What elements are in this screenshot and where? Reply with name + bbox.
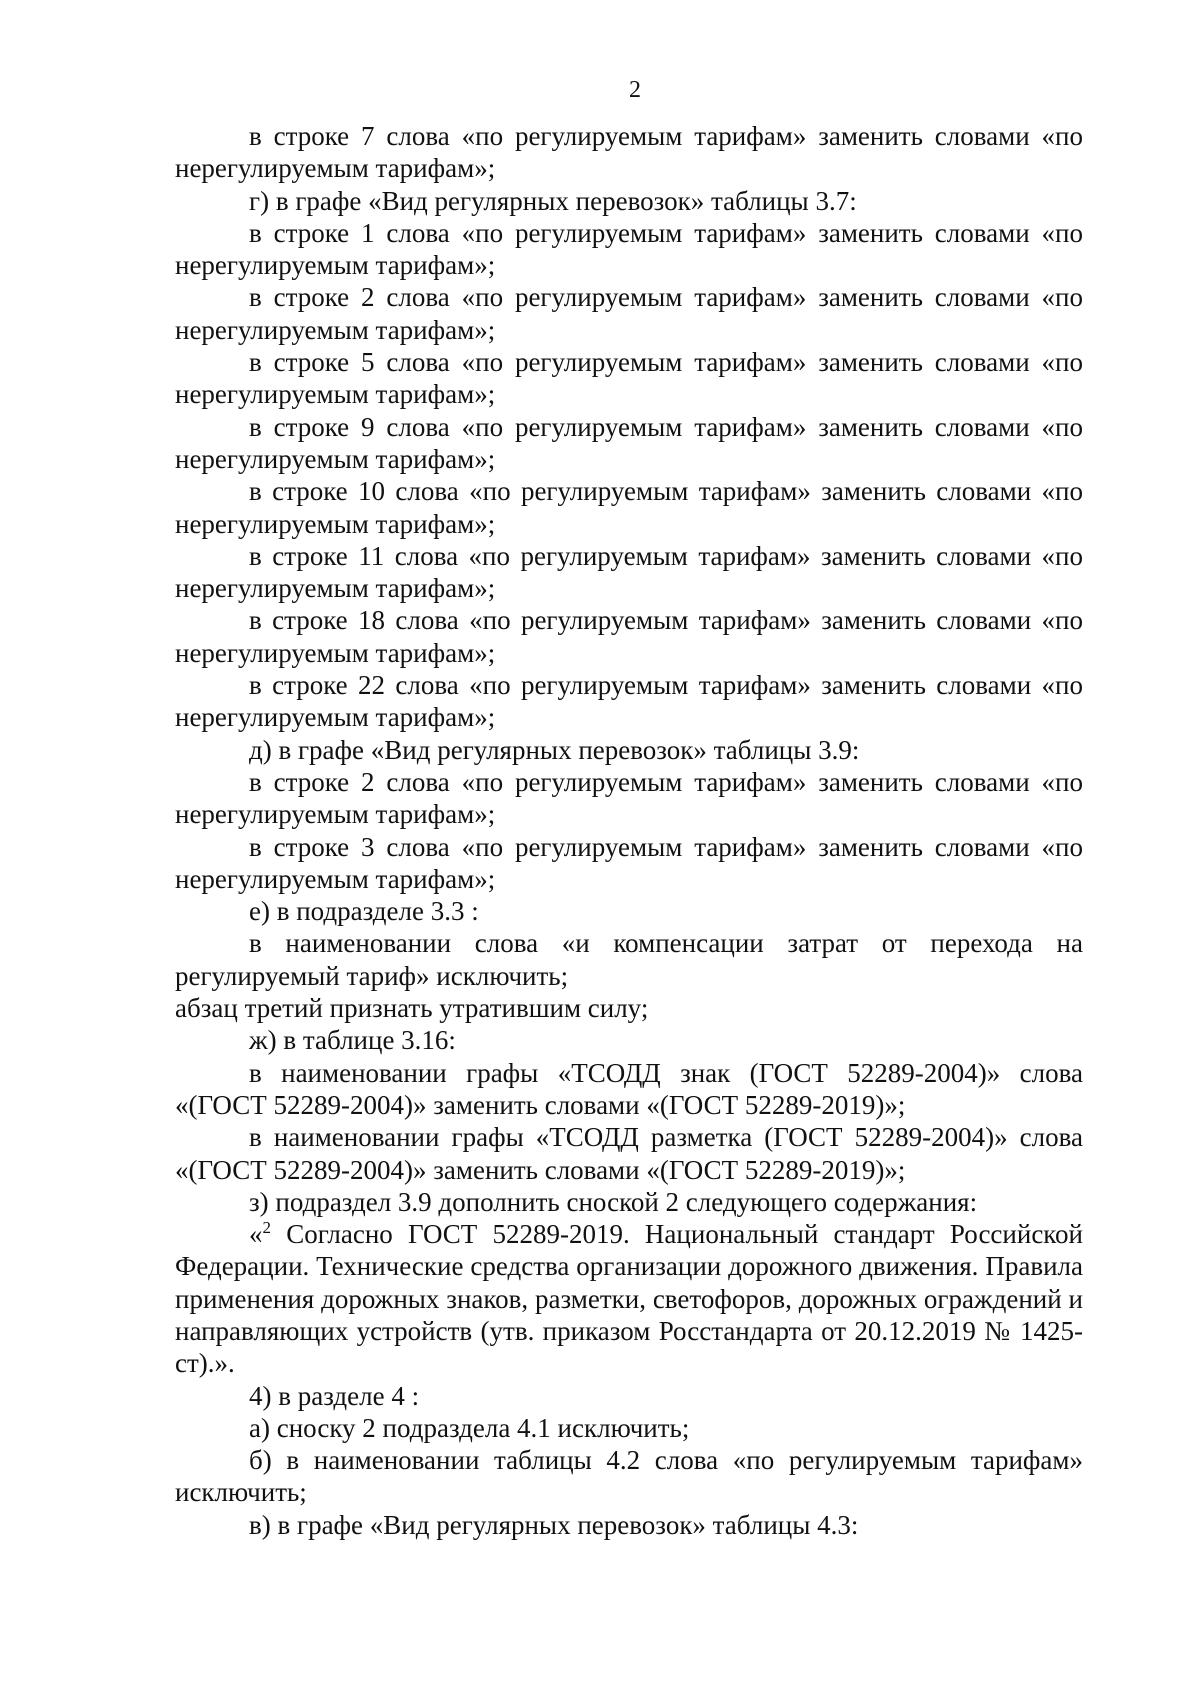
paragraph: е) в подразделе 3.3 : xyxy=(249,896,479,927)
footnote-marker: 2 xyxy=(262,1218,271,1238)
document-body xyxy=(175,120,1083,1541)
paragraph: а) сноску 2 подраздела 4.1 исключить; xyxy=(249,1412,690,1443)
paragraph: в строке 22 слова «по регулируемым тарифам» заменить словами «по нерегулируемым тарифам»; xyxy=(175,670,1083,733)
paragraph-group xyxy=(175,120,1083,1218)
paragraph: 4) в разделе 4 : xyxy=(249,1380,420,1411)
paragraph: в строке 18 слова «по регулируемым тарифам» заменить словами «по нерегулируемым тарифам»; xyxy=(175,605,1083,668)
footnote-paragraph xyxy=(175,1218,1083,1379)
page-number: 2 xyxy=(629,77,641,103)
paragraph: ж) в таблице 3.16: xyxy=(249,1025,456,1056)
paragraph: в строке 7 слова «по регулируемым тарифам» заменить словами «по нерегулируемым тарифам»; xyxy=(175,121,1083,184)
paragraph: в строке 11 слова «по регулируемым тарифам» заменить словами «по нерегулируемым тарифам»; xyxy=(175,540,1083,604)
paragraph: в строке 2 слова «по регулируемым тарифам» заменить словами «по нерегулируемым тарифам»; xyxy=(175,282,1083,345)
paragraph: в строке 1 слова «по регулируемым тарифам» заменить словами «по нерегулируемым тарифам»; xyxy=(175,217,1083,281)
paragraph: в строке 10 слова «по регулируемым тарифам» заменить словами «по нерегулируемым тарифам»; xyxy=(175,476,1083,539)
footnote-open-quote: « xyxy=(249,1219,263,1250)
paragraph: в наименовании графы «ТСОДД знак (ГОСТ 52289-2004)» слова «(ГОСТ 52289-2004)» заменить словами «(ГОСТ 52289-2019)»; xyxy=(175,1057,1083,1120)
paragraph: абзац третий признать утратившим силу; xyxy=(175,993,649,1024)
paragraph: в строке 3 слова «по регулируемым тарифам» заменить словами «по нерегулируемым тарифам»; xyxy=(175,831,1083,894)
paragraph: в строке 2 слова «по регулируемым тарифам» заменить словами «по нерегулируемым тарифам»; xyxy=(175,766,1083,830)
paragraph: в строке 9 слова «по регулируемым тарифам» заменить словами «по нерегулируемым тарифам»; xyxy=(175,411,1083,474)
paragraph: в) в графе «Вид регулярных перевозок» таблицы 4.3: xyxy=(249,1509,859,1540)
paragraph: в строке 5 слова «по регулируемым тарифам» заменить словами «по нерегулируемым тарифам»; xyxy=(175,347,1083,410)
paragraph: д) в графе «Вид регулярных перевозок» таблицы 3.9: xyxy=(249,734,860,765)
paragraph: б) в наименовании таблицы 4.2 слова «по регулируемым тарифам» исключить; xyxy=(175,1445,1083,1508)
paragraph: в наименовании слова «и компенсации затрат от перехода на регулируемый тариф» исключить; xyxy=(175,928,1083,991)
paragraph-group xyxy=(175,1380,1083,1541)
footnote-text: Согласно ГОСТ 52289-2019. Национальный стандарт Российской Федерации. Технические средства организации дорожного движения. Правила применения дорожных знаков, разметки, светофоров, дорожных ограждений и направляющих устройств (утв. приказом Росстандарта от 20.12.2019 № 1425-ст).». xyxy=(175,1219,1083,1379)
paragraph: в наименовании графы «ТСОДД разметка (ГОСТ 52289-2004)» слова «(ГОСТ 52289-2004)» заменить словами «(ГОСТ 52289-2019)»; xyxy=(175,1122,1083,1185)
paragraph: г) в графе «Вид регулярных перевозок» таблицы 3.7: xyxy=(249,185,857,216)
paragraph: з) подраздел 3.9 дополнить сноской 2 следующего содержания: xyxy=(249,1186,978,1217)
